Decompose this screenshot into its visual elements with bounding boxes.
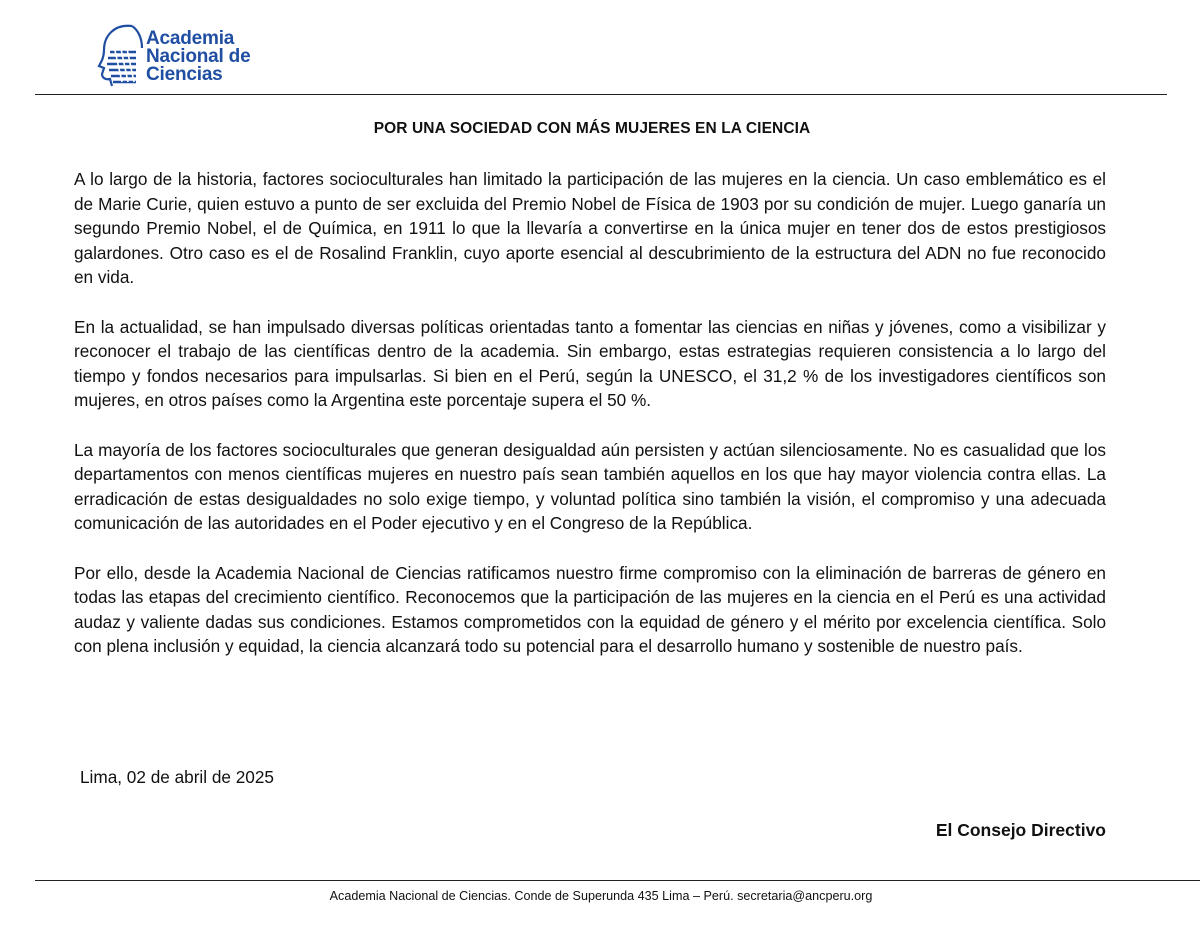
signature: El Consejo Directivo <box>935 820 1106 840</box>
header-divider <box>35 94 1167 95</box>
paragraph-3: La mayoría de los factores socioculturales que generan desigualdad aún persisten y actúan silenciosamente. No es casualidad que los departamentos con menos científicas mujeres en nuestro país sean también aquellos en los que hay mayor violencia contra ellas. La erradicación de estas desigualdades no solo exige tiempo, y voluntad política sino también la visión, el compromiso y una adecuada comunicación de las autoridades en el Poder ejecutivo y en el Congreso de la República. <box>74 439 1106 534</box>
letterhead <box>0 0 1200 96</box>
footer-divider <box>35 880 1200 881</box>
paragraph-2: En la actualidad, se han impulsado diversas políticas orientadas tanto a fomentar las ciencias en niñas y jóvenes, como a visibilizar y reconocer el trabajo de las científicas dentro de la academia. Sin embargo, estas estrategias requieren consistencia a lo largo del tiempo y fondos necesarios para impulsarlas. Si bien en el Perú, según la UNESCO, el 31,2 % de los investigadores científicos son mujeres, en otros países como la Argentina este porcentaje supera el 50 %. <box>74 316 1106 411</box>
logo-line-2: Nacional de <box>146 46 251 67</box>
academy-profile-emblem-icon <box>92 22 144 90</box>
paragraph-4: Por ello, desde la Academia Nacional de Ciencias ratificamos nuestro firme compromiso con la eliminación de barreras de género en todas las etapas del crecimiento científico. Reconocemos que la participación de las mujeres en la ciencia en el Perú es una actividad audaz y valiente dadas sus condiciones. Estamos comprometidos con la equidad de género y el mérito por excelencia científica. Solo con plena inclusión y equidad, la ciencia alcanzará todo su potencial para el desarrollo humano y sostenible de nuestro país. <box>74 562 1106 657</box>
academy-logo <box>92 22 292 92</box>
logo-line-3: Ciencias <box>146 64 223 85</box>
academy-name <box>146 30 250 84</box>
paragraph-1: A lo largo de la historia, factores socioculturales han limitado la participación de las mujeres en la ciencia. Un caso emblemático es el de Marie Curie, quien estuvo a punto de ser excluida del Premio Nobel de Física de 1903 por su condición de mujer. Luego ganaría un segundo Premio Nobel, el de Química, en 1911 lo que la llevaría a convertirse en la única mujer en tener dos de estos prestigiosos galardones. Otro caso es el de Rosalind Franklin, cuyo aporte esencial al descubrimiento de la estructura del ADN no fue reconocido en vida. <box>74 169 1106 288</box>
document-date: Lima, 02 de abril de 2025 <box>80 767 274 787</box>
footer-address: Academia Nacional de Ciencias. Conde de Superunda 435 Lima – Perú. secretaria@ancperu.org <box>329 889 873 903</box>
logo-line-1: Academia <box>146 28 235 49</box>
document-body <box>74 167 1106 683</box>
document-title: POR UNA SOCIEDAD CON MÁS MUJERES EN LA CIENCIA <box>373 120 811 137</box>
